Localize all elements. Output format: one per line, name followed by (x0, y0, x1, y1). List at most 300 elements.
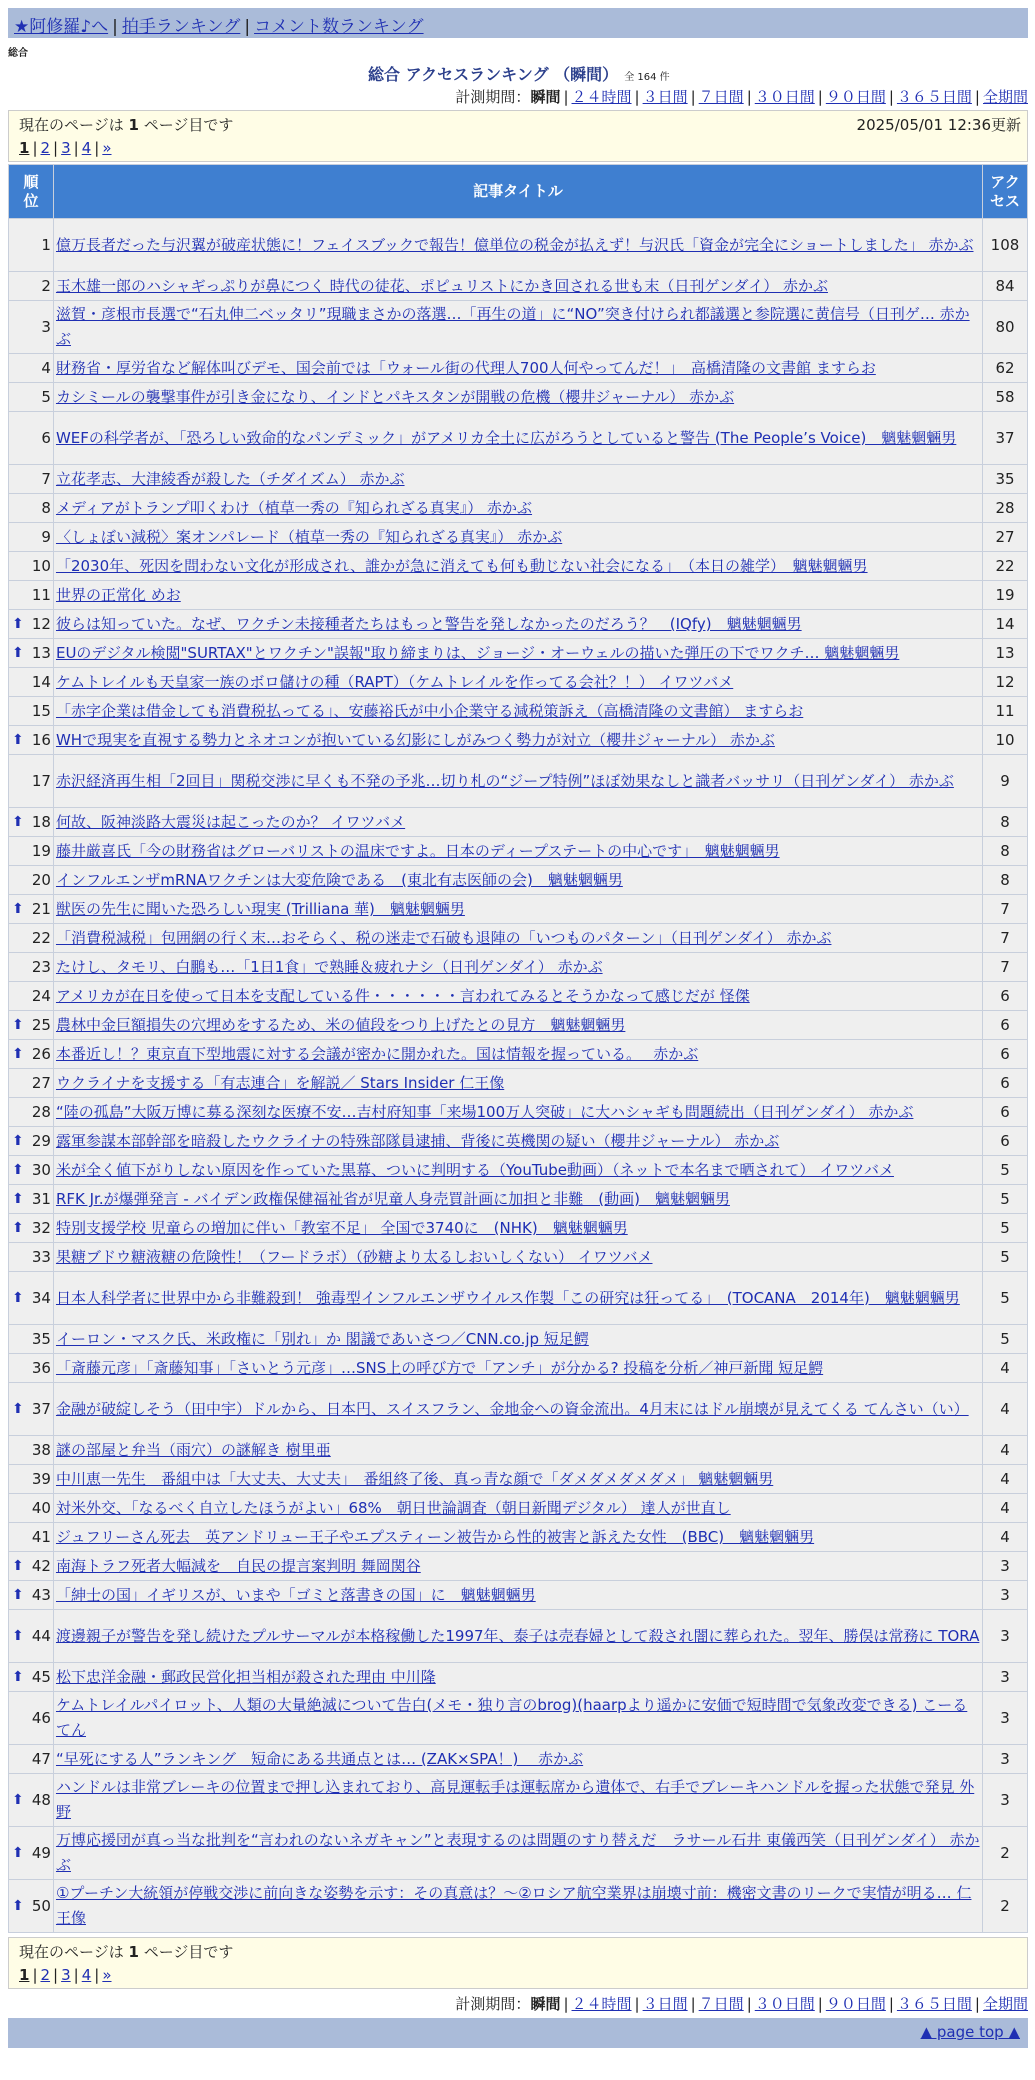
up-arrow-icon: ⬆ (12, 1669, 24, 1685)
access-count: 2 (983, 1880, 1028, 1933)
article-title-link[interactable]: 対米外交、「なるべく自立したほうがよい」68% 朝日世論調査（朝日新聞デジタル） 達人が世直し (55, 1499, 731, 1517)
rank-cell (9, 866, 54, 895)
access-count: 3 (983, 1745, 1028, 1774)
up-arrow-icon: ⬆ (12, 1289, 24, 1306)
rank-number: 9 (41, 528, 51, 546)
period-separator: | (974, 88, 980, 106)
rank-cell (9, 1185, 54, 1214)
up-arrow-icon: ⬆ (12, 1897, 24, 1914)
rank-cell (9, 1325, 54, 1354)
article-title-link[interactable]: 滋賀・彦根市長選で“石丸伸二ベッタリ”現職まさかの落選…「再生の道」に“NO”突き付けられ都議選と参院選に黄信号（日刊ゲ… 赤かぶ (55, 305, 970, 348)
rank-cell (9, 552, 54, 581)
pager-text-post: ページ目です (138, 116, 234, 134)
col-rank-text: 順 位 (23, 172, 39, 210)
article-title-link[interactable]: 「赤字企業は借金しても消費税払ってる」、安藤裕氏が中小企業守る減税策訴え（高橋清隆の文書館） ますらお (55, 702, 804, 720)
access-count: 11 (983, 697, 1028, 726)
article-title-link[interactable]: EUのデジタル検閲"SURTAX"とワクチン"誤報"取り締まりは、ジョージ・オーウェルの描いた弾圧の下でワクチ… 魑魅魍魎男 (55, 644, 900, 662)
title-cell (53, 272, 982, 301)
access-count: 4 (983, 1494, 1028, 1523)
access-count: 84 (983, 272, 1028, 301)
table-row (9, 1523, 1028, 1552)
pager-separator: | (94, 1966, 100, 1984)
access-count: 13 (983, 639, 1028, 668)
clap-ranking-link[interactable]: 拍手ランキング (121, 17, 241, 37)
title-cell (53, 610, 982, 639)
rank-cell (9, 1523, 54, 1552)
title-cell (53, 1185, 982, 1214)
access-count: 7 (983, 895, 1028, 924)
title-cell (53, 1610, 982, 1663)
rank-number: 48 (31, 1790, 51, 1809)
article-title-link[interactable]: 松下忠洋金融・郵政民営化担当相が殺された理由 中川隆 (55, 1668, 436, 1686)
rank-cell (9, 1663, 54, 1692)
home-link[interactable]: ★阿修羅♪へ (14, 17, 109, 37)
rank-cell (9, 465, 54, 494)
pager-separator: | (32, 139, 38, 157)
period-option-link[interactable]: 全期間 (982, 1995, 1028, 2013)
period-option-link[interactable]: ２４時間 (571, 1995, 632, 2013)
table-row (9, 1156, 1028, 1185)
article-title-link[interactable]: 何故、阪神淡路大震災は起こったのか？ イワツバメ (55, 813, 406, 831)
period-option-link[interactable]: ３０日間 (754, 1995, 815, 2013)
table-row (9, 1745, 1028, 1774)
access-count: 7 (983, 924, 1028, 953)
article-title-link[interactable]: WEFの科学者が、「恐ろしい致命的なパンデミック」がアメリカ全土に広がろうとしていると警告 (The People’s Voice) 魑魅魍魎男 (55, 428, 957, 447)
access-count: 5 (983, 1156, 1028, 1185)
article-title-link[interactable]: RFK Jr.が爆弾発言 - バイデン政権保健福祉省が児童人身売買計画に加担と非難 (動画) 魑魅魍魎男 (55, 1190, 730, 1208)
col-count-header (983, 165, 1028, 219)
title-cell (53, 1156, 982, 1185)
article-title-link[interactable]: インフルエンザmRNAワクチンは大変危険である (東北有志医師の会) 魑魅魍魎男 (55, 871, 623, 889)
rank-cell (9, 219, 54, 272)
access-count: 4 (983, 1354, 1028, 1383)
access-count: 62 (983, 354, 1028, 383)
title-cell (53, 895, 982, 924)
access-count: 6 (983, 982, 1028, 1011)
rank-cell (9, 1827, 54, 1880)
title-cell (53, 1494, 982, 1523)
article-title-link[interactable]: 農林中金巨額損失の穴埋めをするため、米の値段をつり上げたとの見方 魑魅魍魎男 (55, 1016, 626, 1034)
article-title-link[interactable]: ハンドルは非常ブレーキの位置まで押し込まれており、高見運転手は運転席から遺体で、右手でブレーキハンドルを握った状態で発見 外野 (55, 1778, 975, 1821)
period-separator: | (817, 88, 823, 106)
article-title-link[interactable]: イーロン・マスク氏、米政権に「別れ」か 閣議であいさつ／CNN.co.jp 短足鰐 (55, 1330, 589, 1348)
rank-number: 11 (31, 586, 51, 604)
period-option-link[interactable]: ３０日間 (754, 88, 815, 106)
article-title-link[interactable]: たけし、タモリ、白鵬も…「1日1食」で熟睡＆疲れナシ（日刊ゲンダイ） 赤かぶ (55, 958, 603, 976)
article-title-link[interactable]: 米が全く値下がりしない原因を作っていた黒幕、ついに判明する（YouTube動画）（ネットで本名まで晒されて） イワツバメ (55, 1161, 894, 1179)
access-count: 108 (983, 219, 1028, 272)
rank-number: 29 (31, 1132, 51, 1150)
pager-page-link[interactable]: 4 (81, 1966, 92, 1984)
rank-cell (9, 1383, 54, 1436)
period-option-link[interactable]: ９０日間 (825, 88, 886, 106)
article-title-link[interactable]: ケムトレイルも天皇家一族のボロ儲けの種（RAPT）（ケムトレイルを作ってる会社？！） イワツバメ (55, 673, 734, 691)
rank-cell (9, 301, 54, 354)
page-top-link[interactable]: ▲ page top ▲ (920, 2023, 1020, 2041)
access-count: 19 (983, 581, 1028, 610)
article-title-link[interactable]: 財務省・厚労省など解体叫びデモ、国会前では「ウォール街の代理人700人何やってんだ！」 高橋清隆の文書館 ますらお (55, 359, 876, 377)
title-cell (53, 1745, 982, 1774)
rank-number: 26 (31, 1045, 51, 1063)
table-row (9, 219, 1028, 272)
up-arrow-icon: ⬆ (12, 1046, 24, 1062)
pager-page-link[interactable]: 3 (61, 139, 71, 157)
ranking-title (368, 62, 670, 85)
title-cell (53, 1011, 982, 1040)
access-count: 35 (983, 465, 1028, 494)
pager-separator: | (73, 139, 79, 157)
article-title-link[interactable]: アメリカが在日を使って日本を支配している件・・・・・・言われてみるとそうかなって感じだが 怪傑 (55, 987, 750, 1005)
pager-page-current: 1 (19, 139, 30, 157)
article-title-link[interactable]: 謎の部屋と弁当（雨穴）の謎解き 樹里亜 (55, 1441, 331, 1459)
pager-separator: | (53, 139, 59, 157)
table-row (9, 1465, 1028, 1494)
access-count: 22 (983, 552, 1028, 581)
access-count: 4 (983, 1465, 1028, 1494)
pager-text-post: ページ目です (138, 1943, 234, 1961)
period-option-link[interactable]: ３日間 (642, 88, 688, 106)
up-arrow-icon: ⬆ (12, 901, 24, 917)
title-cell (53, 1214, 982, 1243)
table-row (9, 1774, 1028, 1827)
table-row (9, 1354, 1028, 1383)
rank-number: 16 (31, 731, 51, 749)
access-count: 5 (983, 1272, 1028, 1325)
rank-cell (9, 1610, 54, 1663)
rank-cell (9, 639, 54, 668)
rank-cell (9, 581, 54, 610)
access-count: 5 (983, 1325, 1028, 1354)
table-row (9, 924, 1028, 953)
up-arrow-icon: ⬆ (12, 1017, 24, 1033)
up-arrow-icon: ⬆ (12, 1844, 24, 1861)
period-option-link[interactable]: ７日間 (698, 1995, 744, 2013)
title-cell (53, 1436, 982, 1465)
ranking-title-text: 総合 アクセスランキング （瞬間） (368, 65, 619, 84)
title-cell (53, 837, 982, 866)
period-separator: | (817, 1995, 823, 2013)
table-row (9, 866, 1028, 895)
period-option-link[interactable]: ３日間 (642, 1995, 688, 2013)
article-title-link[interactable]: 〈しょぼい減税〉案オンパレード（植草一秀の『知られざる真実』） 赤かぶ (55, 528, 563, 546)
table-row (9, 982, 1028, 1011)
pager-page-link[interactable]: 3 (61, 1966, 71, 1984)
title-cell (53, 1325, 982, 1354)
title-cell (53, 1069, 982, 1098)
period-current: 瞬間 (530, 88, 561, 106)
pager-page-link[interactable]: » (102, 1966, 112, 1984)
rank-cell (9, 1069, 54, 1098)
title-cell (53, 639, 982, 668)
title-cell (53, 1663, 982, 1692)
col-count-text: アク セス (989, 172, 1020, 210)
table-row (9, 552, 1028, 581)
article-title-link[interactable]: 立花孝志、大津綾香が殺した（チダイズム） 赤かぶ (55, 470, 405, 488)
table-row (9, 1069, 1028, 1098)
table-row (9, 1692, 1028, 1745)
access-count: 80 (983, 301, 1028, 354)
period-separator: | (746, 88, 752, 106)
article-title-link[interactable]: WHで現実を直視する勢力とネオコンが抱いている幻影にしがみつく勢力が対立（櫻井ジャーナル） 赤かぶ (55, 731, 775, 749)
title-cell (53, 1692, 982, 1745)
title-cell (53, 383, 982, 412)
period-selector-bottom (455, 1993, 1028, 2014)
rank-number: 30 (31, 1161, 51, 1179)
access-count: 8 (983, 837, 1028, 866)
table-row (9, 1552, 1028, 1581)
up-arrow-icon: ⬆ (12, 1791, 24, 1808)
rank-number: 36 (31, 1359, 51, 1377)
rank-number: 6 (41, 428, 51, 447)
rank-number: 8 (41, 499, 51, 517)
title-cell (53, 1272, 982, 1325)
up-arrow-icon: ⬆ (12, 645, 24, 661)
table-row (9, 354, 1028, 383)
pager-page-link[interactable]: 2 (40, 1966, 51, 1984)
article-title-link[interactable]: 果糖ブドウ糖液糖の危険性！（フードラボ）（砂糖より太るしおいしくない） イワツバメ (55, 1248, 653, 1266)
access-count: 6 (983, 1011, 1028, 1040)
access-count: 7 (983, 953, 1028, 982)
title-cell (53, 552, 982, 581)
article-title-link[interactable]: 南海トラフ死者大幅減を 自民の提言案判明 舞岡関谷 (55, 1557, 421, 1575)
title-cell (53, 1243, 982, 1272)
up-arrow-icon: ⬆ (12, 1587, 24, 1603)
article-title-link[interactable]: 渡邊親子が警告を発し続けたプルサーマルが本格稼働した1997年、泰子は売春婦として殺され闇に葬られた。翌年、勝俣は常務に TORA (55, 1626, 980, 1645)
title-cell (53, 755, 982, 808)
table-row (9, 755, 1028, 808)
article-title-link[interactable]: 金融が破綻しそう（田中宇）ドルから、日本円、スイスフラン、金地金への資金流出。4月末にはドル崩壊が見えてくる てんさい（い） (55, 1399, 969, 1418)
table-row (9, 668, 1028, 697)
table-header-row (9, 165, 1028, 219)
table-row (9, 808, 1028, 837)
table-row (9, 383, 1028, 412)
access-count: 3 (983, 1774, 1028, 1827)
title-cell (53, 1774, 982, 1827)
table-row (9, 1663, 1028, 1692)
article-title-link[interactable]: 「2030年、死因を問わない文化が形成され、誰かが急に消えても何も動じない社会になる」 （本日の雑学） 魑魅魍魎男 (55, 557, 868, 575)
table-row (9, 697, 1028, 726)
ranking-count: 全 164 件 (624, 72, 670, 83)
pager-bottom (8, 1937, 1028, 1989)
article-title-link[interactable]: 世界の正常化 めお (55, 586, 181, 604)
title-cell (53, 465, 982, 494)
article-title-link[interactable]: ジュフリーさん死去 英アンドリュー王子やエプスティーン被告から性的被害と訴えた女性 (BBC) 魑魅魍魎男 (55, 1528, 815, 1546)
rank-cell (9, 1774, 54, 1827)
title-cell (53, 1465, 982, 1494)
article-title-link[interactable]: 藤井厳喜氏「今の財務省はグローバリストの温床ですよ。日本のディープステートの中心です」 魑魅魍魎男 (55, 842, 780, 860)
rank-number: 49 (31, 1843, 51, 1862)
up-arrow-icon: ⬆ (12, 1558, 24, 1574)
title-cell (53, 1127, 982, 1156)
title-cell (53, 1383, 982, 1436)
rank-number: 27 (31, 1074, 51, 1092)
pager-status (19, 1941, 1017, 1962)
nav-separator: | (112, 17, 118, 37)
rank-cell (9, 523, 54, 552)
article-title-link[interactable]: 「消費税減税」包囲網の行く末…おそらく、税の迷走で石破も退陣の「いつものパターン」（日刊ゲンダイ） 赤かぶ (55, 929, 832, 947)
access-count: 4 (983, 1383, 1028, 1436)
article-title-link[interactable]: “早死にする人”ランキング 短命にある共通点とは… (ZAK×SPA！) 赤かぶ (55, 1750, 584, 1768)
rank-cell (9, 272, 54, 301)
title-cell (53, 1523, 982, 1552)
access-count: 4 (983, 1523, 1028, 1552)
article-title-link[interactable]: “陸の孤島”大阪万博に募る深刻な医療不安…吉村府知事「来場100万人突破」に大ハシャギも問題続出（日刊ゲンダイ） 赤かぶ (55, 1103, 914, 1121)
article-title-link[interactable]: 玉木雄一郎のハシャギっぷりが鼻につく 時代の徒花、ポピュリストにかき回される世も末（日刊ゲンダイ） 赤かぶ (55, 277, 828, 295)
rank-cell (9, 610, 54, 639)
rank-cell (9, 354, 54, 383)
rank-number: 34 (31, 1288, 51, 1307)
period-option-link[interactable]: ３６５日間 (896, 1995, 972, 2013)
article-title-link[interactable]: 億万長者だった与沢翼が破産状態に！フェイスブックで報告！億単位の税金が払えず！与沢氏「資金が完全にショートしました」 赤かぶ (55, 235, 974, 254)
access-count: 10 (983, 726, 1028, 755)
pager-page-link[interactable]: 2 (40, 139, 51, 157)
title-cell (53, 1098, 982, 1127)
rank-cell (9, 837, 54, 866)
access-count: 3 (983, 1581, 1028, 1610)
col-title-header: 記事タイトル (53, 165, 982, 219)
pager-top (8, 110, 1028, 162)
access-count: 27 (983, 523, 1028, 552)
rank-cell (9, 1880, 54, 1933)
rank-cell (9, 755, 54, 808)
rank-number: 42 (31, 1557, 51, 1575)
article-title-link[interactable]: 日本人科学者に世界中から非難殺到！ 強毒型インフルエンザウイルス作製「この研究は狂ってる」 (TOCANA 2014年) 魑魅魍魎男 (55, 1288, 960, 1307)
nav-separator: | (244, 17, 251, 37)
rank-number: 25 (31, 1016, 51, 1034)
period-option-link[interactable]: 全期間 (982, 88, 1028, 106)
article-title-link[interactable]: 「紳士の国」イギリスが、いまや「ゴミと落書きの国」に 魑魅魍魎男 (55, 1586, 536, 1604)
article-title-link[interactable]: 露軍参謀本部幹部を暗殺したウクライナの特殊部隊員逮捕、背後に英機関の疑い（櫻井ジャーナル） 赤かぶ (55, 1132, 780, 1150)
pager-page-link[interactable]: » (102, 139, 112, 157)
access-count: 3 (983, 1610, 1028, 1663)
article-title-link[interactable]: 赤沢経済再生相「2回目」関税交渉に早くも不発の予兆…切り札の“ジープ特例”ほぼ効果なしと識者バッサリ（日刊ゲンダイ） 赤かぶ (55, 771, 954, 790)
up-arrow-icon: ⬆ (12, 1627, 24, 1644)
access-count: 3 (983, 1692, 1028, 1745)
access-count: 6 (983, 1098, 1028, 1127)
period-separator: | (690, 1995, 696, 2013)
table-row (9, 1880, 1028, 1933)
rank-cell (9, 1156, 54, 1185)
table-row (9, 581, 1028, 610)
article-title-link[interactable]: 本番近し！？東京直下型地震に対する会議が密かに開かれた。国は情報を握っている。 赤かぶ (55, 1045, 699, 1063)
pager-page-current: 1 (19, 1966, 30, 1984)
rank-cell (9, 1127, 54, 1156)
table-row (9, 301, 1028, 354)
pager-separator: | (73, 1966, 79, 1984)
period-separator: | (563, 1995, 569, 2013)
article-title-link[interactable]: ケムトレイルパイロット、人類の大量絶滅について告白(メモ・独り言のbrog)(haarpより遥かに安価で短時間で気象改変できる) こーるてん (55, 1696, 968, 1739)
rank-number: 47 (31, 1750, 51, 1768)
table-row (9, 1610, 1028, 1663)
pager-current-page: 1 (128, 116, 139, 134)
rank-cell (9, 1552, 54, 1581)
title-cell (53, 982, 982, 1011)
period-separator: | (746, 1995, 752, 2013)
rank-cell (9, 1243, 54, 1272)
rank-number: 17 (31, 771, 51, 790)
rank-cell (9, 808, 54, 837)
up-arrow-icon: ⬆ (12, 1191, 24, 1207)
rank-cell (9, 1494, 54, 1523)
period-option-link[interactable]: ３６５日間 (896, 88, 972, 106)
access-count: 6 (983, 1127, 1028, 1156)
article-title-link[interactable]: 中川恵一先生 番組中は「大丈夫、大丈夫」 番組終了後、真っ青な顔で「ダメダメダメダメ」 魑魅魍魎男 (55, 1470, 774, 1488)
table-row (9, 1185, 1028, 1214)
rank-number: 4 (41, 359, 51, 377)
rank-number: 3 (41, 317, 51, 336)
ranking-table (8, 164, 1028, 1933)
article-title-link[interactable]: 獣医の先生に聞いた恐ろしい現実 (Trilliana 華) 魑魅魍魎男 (55, 900, 465, 918)
pager-page-link[interactable]: 4 (81, 139, 92, 157)
rank-cell (9, 982, 54, 1011)
pager-current-page: 1 (128, 1943, 139, 1961)
rank-number: 40 (31, 1499, 51, 1517)
rank-number: 13 (31, 644, 51, 662)
table-row (9, 837, 1028, 866)
updated-timestamp: 2025/05/01 12:36更新 (856, 116, 1021, 134)
pager-separator: | (94, 139, 100, 157)
rank-cell (9, 1098, 54, 1127)
access-count: 28 (983, 494, 1028, 523)
rank-number: 33 (31, 1248, 51, 1266)
rank-number: 32 (31, 1219, 51, 1237)
rank-cell (9, 895, 54, 924)
rank-cell (9, 726, 54, 755)
title-cell (53, 726, 982, 755)
rank-number: 23 (31, 958, 51, 976)
access-count: 5 (983, 1185, 1028, 1214)
rank-number: 15 (31, 702, 51, 720)
rank-number: 35 (31, 1330, 51, 1348)
article-title-link[interactable]: 特別支援学校 児童らの増加に伴い「教室不足」 全国で3740に (NHK) 魑魅魍魎男 (55, 1219, 628, 1237)
rank-cell (9, 1581, 54, 1610)
rank-number: 46 (31, 1708, 51, 1727)
rank-cell (9, 412, 54, 465)
title-cell (53, 301, 982, 354)
table-row (9, 1436, 1028, 1465)
period-option-link[interactable]: ２４時間 (571, 88, 632, 106)
article-title-link[interactable]: メディアがトランプ叩くわけ（植草一秀の『知られざる真実』） 赤かぶ (55, 499, 533, 517)
period-separator: | (634, 1995, 640, 2013)
article-title-link[interactable]: ウクライナを支援する「有志連合」を解説／ Stars Insider 仁王像 (55, 1074, 505, 1092)
access-count: 12 (983, 668, 1028, 697)
title-cell (53, 866, 982, 895)
access-count: 6 (983, 1040, 1028, 1069)
access-count: 4 (983, 1436, 1028, 1465)
article-title-link[interactable]: 「斎藤元彦」「斎藤知事」「さいとう元彦」…SNS上の呼び方で「アンチ」が分かる? 投稿を分析／神戸新聞 短足鰐 (55, 1359, 824, 1377)
period-option-link[interactable]: ７日間 (698, 88, 744, 106)
category-label: 総合 (8, 48, 28, 59)
rank-cell (9, 1692, 54, 1745)
rank-cell (9, 953, 54, 982)
pager-links (19, 1966, 1017, 1984)
article-title-link[interactable]: 万博応援団が真っ当な批判を“言われのないネガキャン”と表現するのは問題のすり替えだ ラサール石井 東儀西笑（日刊ゲンダイ） 赤かぶ (55, 1831, 980, 1874)
period-separator: | (634, 88, 640, 106)
rank-number: 38 (31, 1441, 51, 1459)
rank-number: 44 (31, 1626, 51, 1645)
rank-cell (9, 1354, 54, 1383)
article-title-link[interactable]: カシミールの襲撃事件が引き金になり、インドとパキスタンが開戦の危機（櫻井ジャーナル） 赤かぶ (55, 388, 735, 406)
title-cell (53, 1040, 982, 1069)
comment-ranking-link[interactable]: コメント数ランキング (254, 17, 424, 37)
period-label: 計測期間： (455, 1995, 531, 2013)
access-count: 9 (983, 755, 1028, 808)
rank-cell (9, 1745, 54, 1774)
article-title-link[interactable]: ①プーチン大統領が停戦交渉に前向きな姿勢を示す：その真意は？～②ロシア航空業界は崩壊寸前：機密文書のリークで実情が明る… 仁王像 (55, 1884, 972, 1927)
title-cell (53, 354, 982, 383)
article-title-link[interactable]: 彼らは知っていた。なぜ、ワクチン未接種者たちはもっと警告を発しなかったのだろう？ (IQfy) 魑魅魍魎男 (55, 615, 802, 633)
period-option-link[interactable]: ９０日間 (825, 1995, 886, 2013)
